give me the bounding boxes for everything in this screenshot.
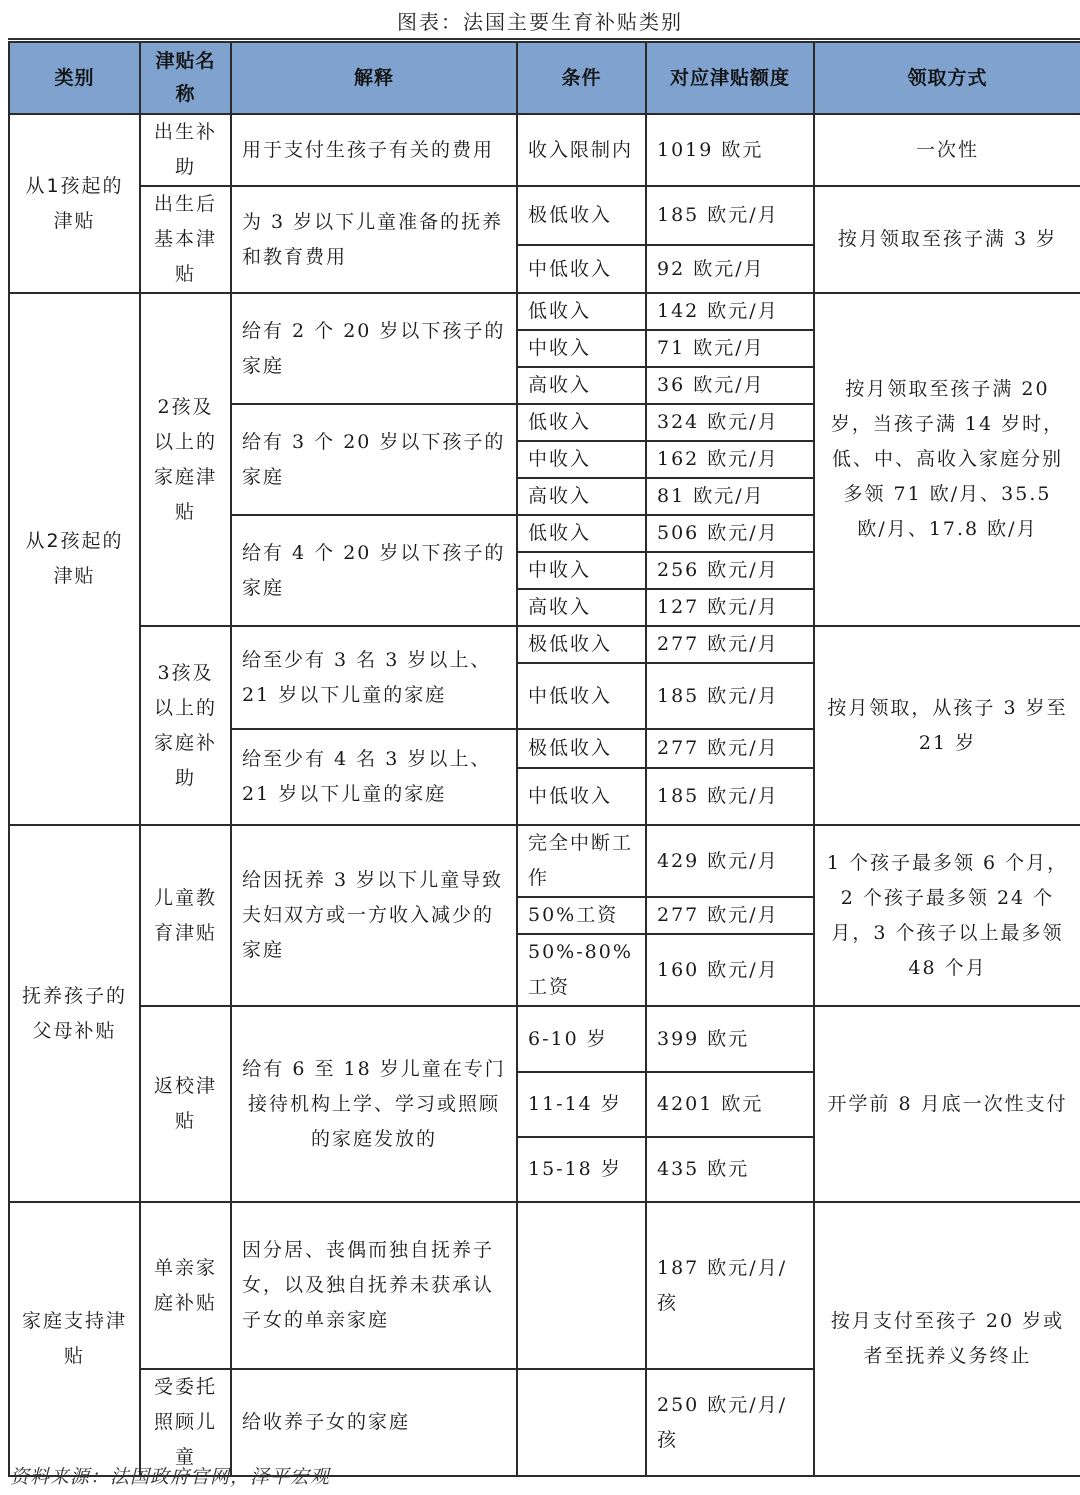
amount: 160 欧元/月 — [646, 934, 814, 1006]
condition: 高收入 — [517, 589, 646, 626]
explanation: 为 3 岁以下儿童准备的抚养和教育费用 — [231, 186, 517, 293]
amount: 506 欧元/月 — [646, 515, 814, 552]
amount: 250 欧元/月/孩 — [646, 1369, 814, 1476]
table-row — [9, 1202, 1080, 1369]
amount: 277 欧元/月 — [646, 626, 814, 663]
condition: 中低收入 — [517, 768, 646, 825]
explanation: 给有 6 至 18 岁儿童在专门接待机构上学、学习或照顾的家庭发放的 — [231, 1006, 517, 1202]
category-cell: 家庭支持津贴 — [9, 1202, 140, 1476]
table-row — [9, 825, 1080, 897]
amount: 429 欧元/月 — [646, 825, 814, 897]
condition: 50%工资 — [517, 897, 646, 934]
amount: 4201 欧元 — [646, 1072, 814, 1137]
explanation: 给有 2 个 20 岁以下孩子的家庭 — [231, 293, 517, 404]
condition: 中收入 — [517, 330, 646, 367]
table-row — [9, 293, 1080, 330]
condition: 极低收入 — [517, 186, 646, 245]
condition: 收入限制内 — [517, 114, 646, 186]
amount: 324 欧元/月 — [646, 404, 814, 441]
col-header-category: 类别 — [9, 42, 140, 114]
explanation: 给至少有 4 名 3 岁以上、21 岁以下儿童的家庭 — [231, 729, 517, 825]
method: 按月领取至孩子满 3 岁 — [814, 186, 1080, 293]
condition: 低收入 — [517, 293, 646, 330]
condition — [517, 1369, 646, 1476]
amount: 256 欧元/月 — [646, 552, 814, 589]
amount: 92 欧元/月 — [646, 245, 814, 293]
allowance-name: 返校津贴 — [140, 1006, 231, 1202]
condition: 高收入 — [517, 478, 646, 515]
method: 一次性 — [814, 114, 1080, 186]
top-rule — [8, 38, 1080, 40]
explanation: 给有 4 个 20 岁以下孩子的家庭 — [231, 515, 517, 626]
condition: 6-10 岁 — [517, 1006, 646, 1072]
col-header-amount: 对应津贴额度 — [646, 42, 814, 114]
allowance-name: 2孩及以上的家庭津贴 — [140, 293, 231, 626]
amount: 277 欧元/月 — [646, 897, 814, 934]
explanation: 用于支付生孩子有关的费用 — [231, 114, 517, 186]
allowance-name: 3孩及以上的家庭补助 — [140, 626, 231, 825]
amount: 127 欧元/月 — [646, 589, 814, 626]
method: 按月支付至孩子 20 岁或者至抚养义务终止 — [814, 1202, 1080, 1476]
condition: 中低收入 — [517, 663, 646, 729]
table-row — [9, 114, 1080, 186]
table-row — [9, 1006, 1080, 1072]
category-cell: 从2孩起的津贴 — [9, 293, 140, 825]
allowance-name: 出生后基本津贴 — [140, 186, 231, 293]
condition: 高收入 — [517, 367, 646, 404]
amount: 162 欧元/月 — [646, 441, 814, 478]
amount: 399 欧元 — [646, 1006, 814, 1072]
amount: 277 欧元/月 — [646, 729, 814, 768]
table-row — [9, 626, 1080, 663]
condition: 完全中断工作 — [517, 825, 646, 897]
allowance-name: 单亲家庭补贴 — [140, 1202, 231, 1369]
condition: 低收入 — [517, 404, 646, 441]
method: 按月领取至孩子满 20 岁，当孩子满 14 岁时，低、中、高收入家庭分别多领 71 欧/月、35.5 欧/月、17.8 欧/月 — [814, 293, 1080, 626]
explanation: 给有 3 个 20 岁以下孩子的家庭 — [231, 404, 517, 515]
method: 开学前 8 月底一次性支付 — [814, 1006, 1080, 1202]
explanation: 给至少有 3 名 3 岁以上、21 岁以下儿童的家庭 — [231, 626, 517, 729]
method: 1 个孩子最多领 6 个月，2 个孩子最多领 24 个月，3 个孩子以上最多领 48 个月 — [814, 825, 1080, 1006]
condition: 极低收入 — [517, 626, 646, 663]
condition: 低收入 — [517, 515, 646, 552]
condition: 极低收入 — [517, 729, 646, 768]
category-cell: 从1孩起的津贴 — [9, 114, 140, 293]
table-caption: 图表：法国主要生育补贴类别 — [397, 10, 683, 34]
explanation: 给收养子女的家庭 — [231, 1369, 517, 1476]
amount: 187 欧元/月/孩 — [646, 1202, 814, 1369]
condition: 中低收入 — [517, 245, 646, 293]
condition: 15-18 岁 — [517, 1137, 646, 1202]
col-header-condition: 条件 — [517, 42, 646, 114]
explanation: 给因抚养 3 岁以下儿童导致夫妇双方或一方收入减少的家庭 — [231, 825, 517, 1006]
amount: 36 欧元/月 — [646, 367, 814, 404]
allowance-name: 受委托照顾儿童 — [140, 1369, 231, 1476]
amount: 435 欧元 — [646, 1137, 814, 1202]
condition: 中收入 — [517, 552, 646, 589]
amount: 81 欧元/月 — [646, 478, 814, 515]
col-header-explain: 解释 — [231, 42, 517, 114]
amount: 185 欧元/月 — [646, 663, 814, 729]
col-header-name: 津贴名称 — [140, 42, 231, 114]
col-header-method: 领取方式 — [814, 42, 1080, 114]
explanation: 因分居、丧偶而独自抚养子女，以及独自抚养未获承认子女的单亲家庭 — [231, 1202, 517, 1369]
amount: 185 欧元/月 — [646, 768, 814, 825]
condition: 中收入 — [517, 441, 646, 478]
condition — [517, 1202, 646, 1369]
condition: 11-14 岁 — [517, 1072, 646, 1137]
amount: 1019 欧元 — [646, 114, 814, 186]
condition: 50%-80% 工资 — [517, 934, 646, 1006]
amount: 71 欧元/月 — [646, 330, 814, 367]
amount: 142 欧元/月 — [646, 293, 814, 330]
subsidy-table — [8, 41, 1080, 1477]
header-row — [9, 42, 1080, 114]
allowance-name: 儿童教育津贴 — [140, 825, 231, 1006]
table-row — [9, 186, 1080, 245]
category-cell: 抚养孩子的父母补贴 — [9, 825, 140, 1202]
method: 按月领取，从孩子 3 岁至 21 岁 — [814, 626, 1080, 825]
amount: 185 欧元/月 — [646, 186, 814, 245]
allowance-name: 出生补助 — [140, 114, 231, 186]
source-note: 资料来源：法国政府官网，泽平宏观 — [10, 1466, 331, 1488]
